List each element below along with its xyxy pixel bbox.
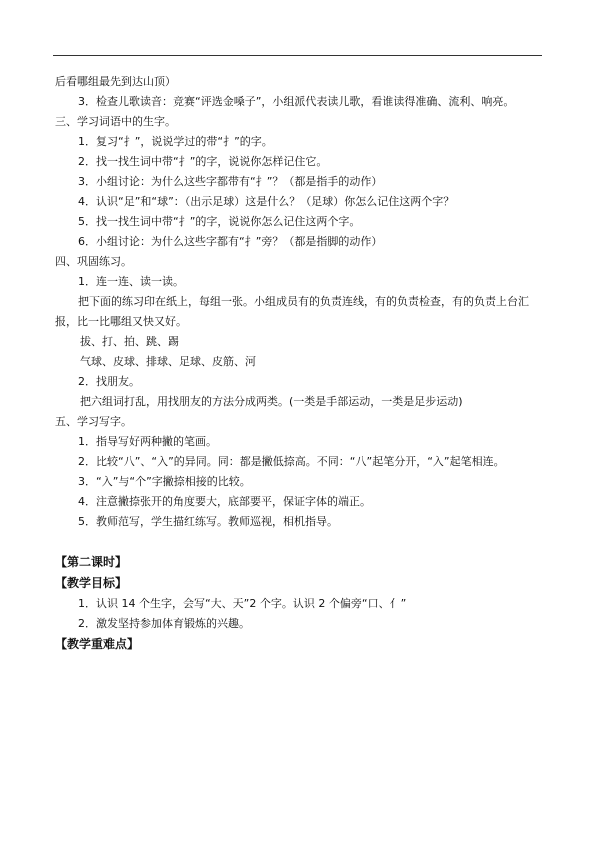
section-heading-5: 五、学习写字。 [55, 415, 132, 428]
text-paragraph: 3．检查儿歌读音：竞赛“评选金嗓子”，小组派代表读儿歌，看谁读得准确、流利、响亮。 [78, 95, 515, 108]
text-line: 1．认识 14 个生字，会写“大、天”2 个字。认识 2 个偏旁“口、亻” [78, 597, 407, 610]
text-line: 气球、皮球、排球、足球、皮筋、河 [80, 355, 256, 368]
text-line: 1．连一连、读一读。 [78, 275, 184, 288]
text-line: 3．小组讨论：为什么这些字都带有“扌”？（都是指手的动作） [78, 175, 383, 188]
text-line: 3．“入”与“个”字撇捺相接的比较。 [78, 475, 251, 488]
text-line: 4．注意撇捺张开的角度要大，底部要平，保证字体的端正。 [78, 495, 371, 508]
text-line: 把六组词打乱，用找朋友的方法分成两类。(一类是手部运动，一类是足步运动) [80, 395, 463, 408]
text-paragraph: 2．比较“八”、“入”的异同。同：都是撇低捺高。不同：“八”起笔分开，“入”起笔相连。 [78, 455, 505, 468]
text-line: 后看哪组最先到达山顶） [55, 75, 176, 88]
section-heading-4: 四、巩固练习。 [55, 255, 132, 268]
header-rule [53, 55, 542, 56]
text-line: 5．教师范写，学生描红练写。教师巡视，相机指导。 [78, 515, 338, 528]
section-heading-3: 三、学习词语中的生字。 [55, 115, 176, 128]
text-line: 2．找一找生词中带“扌”的字，说说你怎样记住它。 [78, 155, 328, 168]
text-line: 拔、打、拍、跳、踢 [80, 335, 179, 348]
spacer [55, 532, 539, 552]
text-line: 2．找朋友。 [78, 375, 140, 388]
text-line: 4．认识“足”和“球”：（出示足球）这是什么？（足球）你怎么记住这两个字？ [78, 195, 455, 208]
text-paragraph: 把下面的练习印在纸上，每组一张。小组成员有的负责连线，有的负责检查，有的负责上台汇报，比一比哪组又快又好。 [55, 295, 529, 328]
text-line: 1．复习“扌”，说说学过的带“扌”的字。 [78, 135, 273, 148]
heading-teaching-goals: 【教学目标】 [55, 576, 128, 590]
text-line: 2．激发坚持参加体育锻炼的兴趣。 [78, 617, 250, 630]
heading-key-difficulties: 【教学重难点】 [55, 637, 140, 651]
text-line: 5．找一找生词中带“扌”的字，说说你怎么记住这两个字。 [78, 215, 361, 228]
text-line: 6．小组讨论：为什么这些字都有“扌”旁？（都是指脚的动作） [78, 235, 383, 248]
heading-second-lesson: 【第二课时】 [55, 555, 128, 569]
document-body [55, 72, 539, 655]
text-line: 1．指导写好两种撇的笔画。 [78, 435, 217, 448]
